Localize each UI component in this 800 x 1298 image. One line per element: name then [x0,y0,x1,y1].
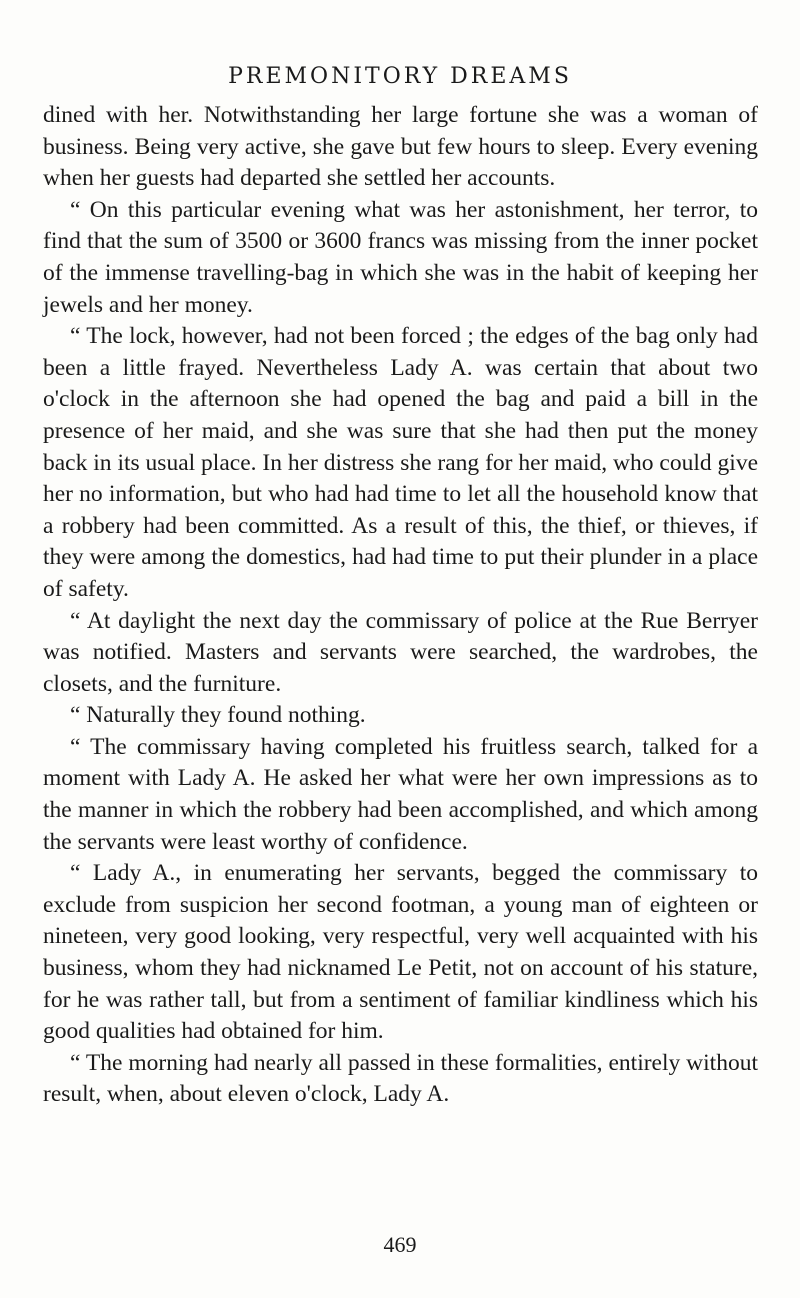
paragraph: “ Naturally they found nothing. [70,702,366,729]
paragraph: “ At daylight the next day the commissary of police at the Rue Berryer was notified. Masters and servants were searched, the wardrobes, the closets, and the furniture. [43,607,758,697]
paragraph: “ On this particular evening what was her astonishment, her terror, to find that the sum of 3500 or 3600 francs was missing from the inner pocket of the immense travelling-bag in which she was in the habit of keeping her jewels and her money. [43,196,758,318]
body-text [43,100,758,1111]
paragraph: “ Lady A., in enumerating her servants, begged the commissary to exclude from suspicion her second footman, a young man of eighteen or nineteen, very good looking, very respectful, very well acquainted with his business, whom they had nicknamed Le Petit, not on account of his stature, for he was rather tall, but from a sentiment of familiar kindliness which his good qualities had obtained for him. [43,860,758,1045]
paragraph: “ The lock, however, had not been forced ; the edges of the bag only had been a little frayed. Nevertheless Lady A. was certain that about two o'clock in the afternoon she had opened the bag and paid a bill in the presence of her maid, and she was sure that she had then put the money back in its usual place. In her distress she rang for her maid, who could give her no information, but who had had time to let all the household know that a robbery had been committed. As a result of this, the thief, or thieves, if they were among the domestics, had had time to put their plunder in a place of safety. [43,323,758,602]
running-head: PREMONITORY DREAMS [228,64,572,89]
page-number: 469 [383,1232,417,1257]
paragraph: dined with her. Notwithstanding her large fortune she was a woman of business. Being very active, she gave but few hours to sleep. Every evening when her guests had departed she settled her accounts. [43,102,758,192]
paragraph: “ The commissary having completed his fruitless search, talked for a moment with Lady A. He asked her what were her own impressions as to the manner in which the robbery had been accomplished, and which among the servants were least worthy of confidence. [43,733,758,855]
paragraph: “ The morning had nearly all passed in these formalities, entirely without result, when, about eleven o'clock, Lady A. [43,1049,758,1108]
